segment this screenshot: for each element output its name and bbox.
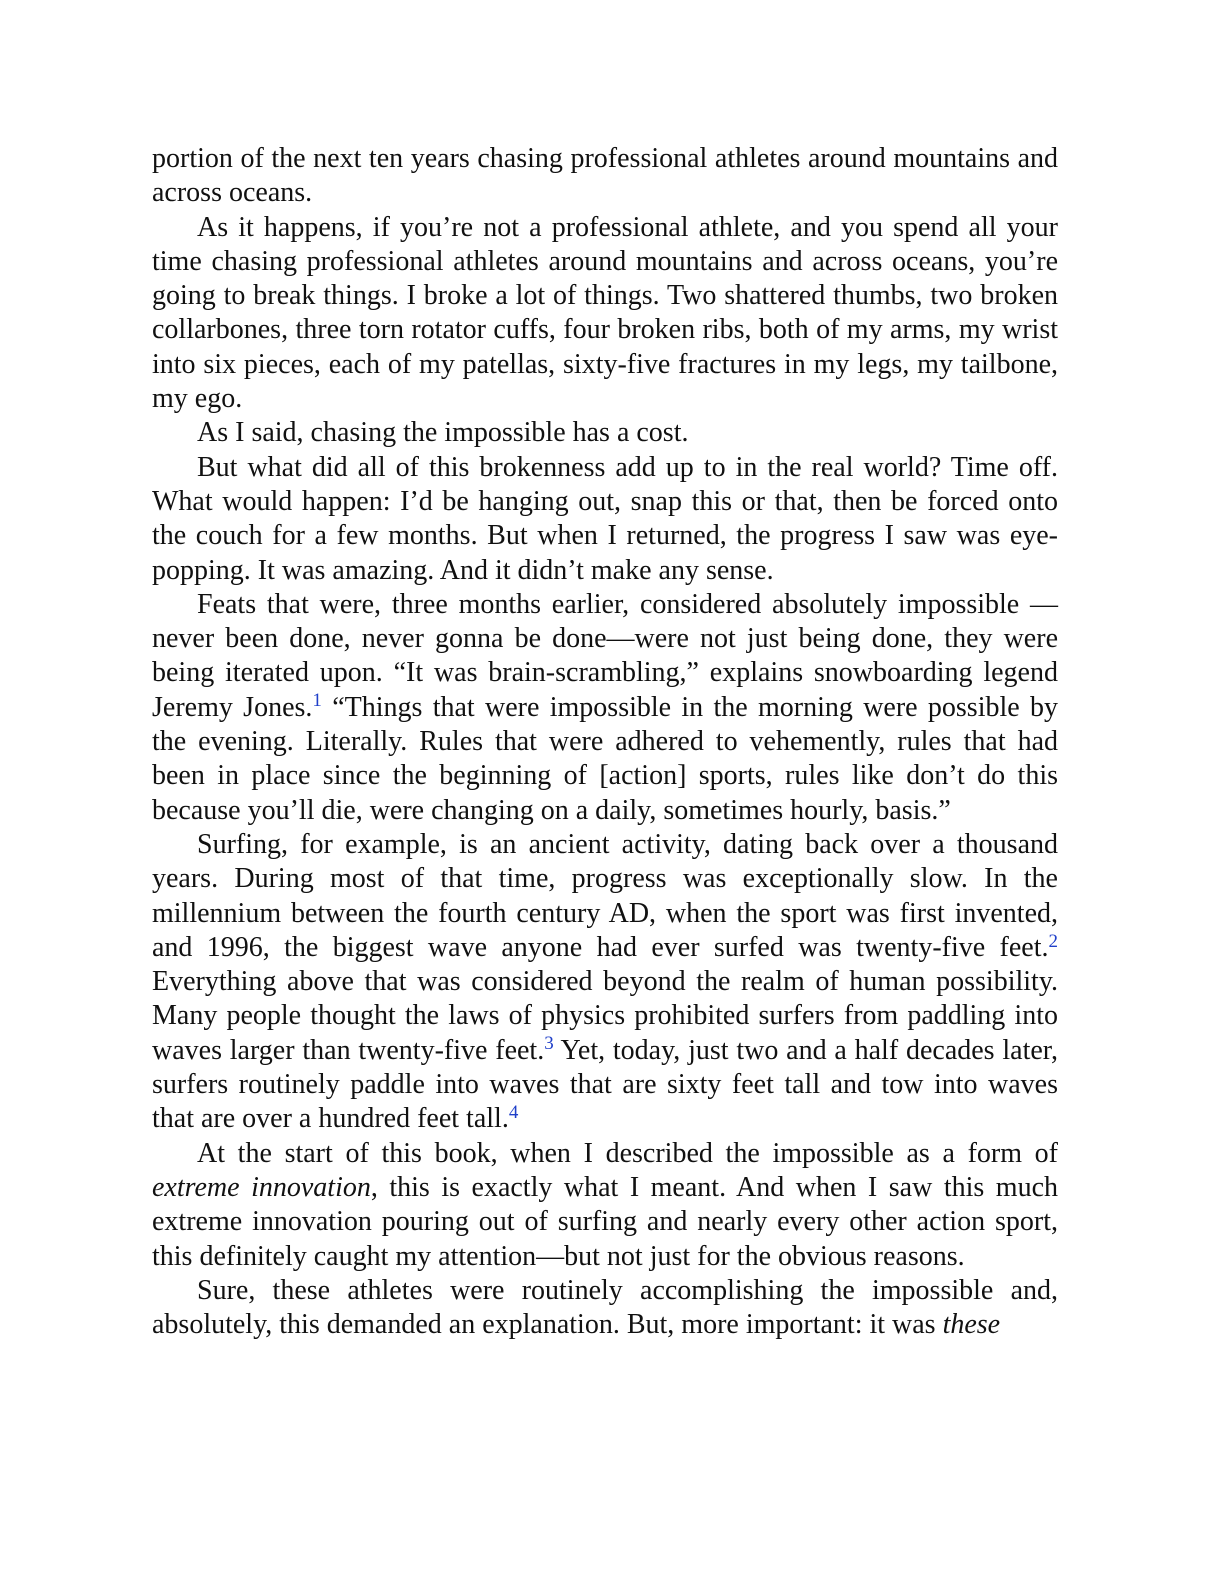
footnote-link[interactable]: 1 [312,690,322,712]
paragraph [152,451,1058,588]
paragraph-text: But what did all of this brokenness add up to in the real world? Time off. What would happen: I’d be hanging out, snap this or that, then be forced onto the couch for a few months. But when I returned, the progress I saw was eye-popping. It was amazing. And it didn’t make any sense. [152,451,1058,586]
paragraph-text: , this is exactly what I meant. And when I saw this much extreme innovation pouring out of surfing and nearly every other action sport, this definitely caught my attention—but not just for the obvious reasons. [152,1171,1058,1272]
paragraph-text: portion of the next ten years chasing professional athletes around mountains and across oceans. [152,143,1058,209]
italic-phrase: extreme innovation [152,1171,371,1203]
paragraph-text: Everything above that was considered beyond the realm of human possibility. Many people thought the laws of physics prohibited surfers from paddling into waves larger than twenty-five feet. [152,966,1058,1066]
paragraph-text: As I said, chasing the impossible has a cost. [197,417,689,449]
paragraph-text: Sure, these athletes were routinely accomplishing the impossible and, absolutely, this demanded an explanation. But, more important: it was [152,1274,1058,1341]
paragraph-text: Surfing, for example, is an ancient activity, dating back over a thousand years. During most of that time, progress was exceptionally slow. In the millennium between the fourth century AD, when the sport was first invented, and 1996, the biggest wave anyone had ever surfed was twenty-five feet. [152,828,1058,963]
paragraph [152,416,1058,450]
paragraph-text: “Things that were impossible in the morning were possible by the evening. Literally. Rules that were adhered to vehemently, rules that had been in place since the beginning of [action] sports, rules like don’t do this because you’ll die, were changing on a daily, sometimes hourly, basis.” [152,691,1058,826]
paragraph-text: At the start of this book, when I described the impossible as a form of [197,1137,1058,1169]
footnote-link[interactable]: 4 [508,1101,519,1123]
paragraph [152,1274,1058,1343]
paragraph-text: Yet, today, just two and a half decades later, surfers routinely paddle into waves that are sixty feet tall and tow into waves that are over a hundred feet tall. [152,1034,1058,1135]
book-page [152,142,1058,1342]
paragraph [152,211,1058,417]
footnote-link[interactable]: 3 [544,1033,554,1055]
paragraph [152,588,1058,828]
footnote-link[interactable]: 2 [1048,930,1058,952]
paragraph [152,828,1058,1137]
paragraph [152,1137,1058,1274]
paragraph [152,142,1058,211]
paragraph-text: Feats that were, three months earlier, considered absolutely impossible —never been done, never gonna be done—were not just being done, they were being iterated upon. “It was brain-scrambling,” explains snowboarding legend Jeremy Jones. [152,588,1058,723]
paragraph-text: As it happens, if you’re not a professional athlete, and you spend all your time chasing professional athletes around mountains and across oceans, you’re going to break things. I broke a lot of things. Two shattered thumbs, two broken collarbones, three torn rotator cuffs, four broken ribs, both of my arms, my wrist into six pieces, each of my patellas, sixty-five fractures in my legs, my tailbone, my ego. [152,211,1058,415]
italic-phrase: these [942,1309,1001,1341]
